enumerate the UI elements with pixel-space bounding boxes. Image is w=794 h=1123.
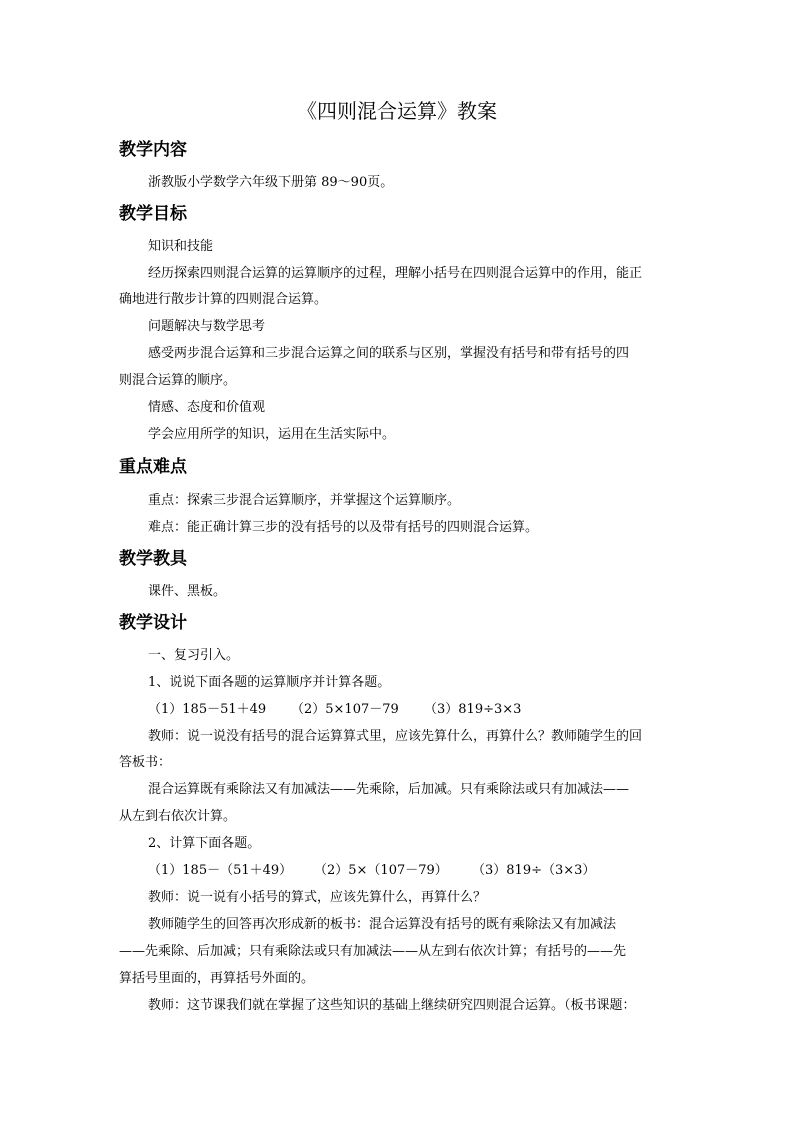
section-heading-tools: 教学教具 bbox=[119, 549, 187, 569]
goals-subheading-knowledge: 知识和技能 bbox=[148, 239, 214, 254]
exercise-2-a: （1）185－（51＋49） bbox=[148, 863, 293, 878]
design-step-1: 一、复习引入。 bbox=[148, 648, 240, 663]
board-note-1-line-1: 混合运算既有乘除法又有加减法——先乘除，后加减。只有乘除法或只有加减法—— bbox=[148, 782, 630, 797]
section-heading-design: 教学设计 bbox=[119, 613, 187, 633]
exercise-1-a: （1）185－51＋49 bbox=[148, 702, 267, 717]
difficult-point-line: 难点：能正确计算三步的没有括号的以及带有括号的四则混合运算。 bbox=[148, 520, 539, 535]
design-question-1: 1、说说下面各题的运算顺序并计算各题。 bbox=[148, 675, 391, 690]
exercise-1-c: （3）819÷3×3 bbox=[424, 702, 522, 717]
goals-paragraph-3: 学会应用所学的知识，运用在生活实际中。 bbox=[148, 427, 396, 442]
key-point-line: 重点：探索三步混合运算顺序，并掌握这个运算顺序。 bbox=[148, 493, 461, 508]
section-heading-goals: 教学目标 bbox=[119, 204, 187, 224]
teacher-prompt-3: 教师：这节课我们就在掌握了这些知识的基础上继续研究四则混合运算。（板书课题： bbox=[148, 998, 636, 1013]
teacher-prompt-1-line-1: 教师：说一说没有括号的混合运算算式里，应该先算什么，再算什么？教师随学生的回 bbox=[148, 729, 643, 744]
content-text: 浙教版小学数学六年级下册第 89～90页。 bbox=[148, 175, 394, 190]
goals-paragraph-2-line-2: 则混合运算的顺序。 bbox=[119, 373, 237, 388]
goals-paragraph-1-line-1: 经历探索四则混合运算的运算顺序的过程，理解小括号在四则混合运算中的作用，能正 bbox=[148, 266, 643, 281]
exercise-2-b: （2）5×（107－79） bbox=[314, 863, 448, 878]
board-note-2-line-1: 教师随学生的回答再次形成新的板书：混合运算没有括号的既有乘除法又有加减法 bbox=[148, 917, 617, 932]
board-note-1-line-2: 从左到右依次计算。 bbox=[119, 809, 237, 824]
section-heading-key-points: 重点难点 bbox=[119, 457, 187, 477]
section-heading-content: 教学内容 bbox=[119, 140, 187, 160]
goals-paragraph-2-line-1: 感受两步混合运算和三步混合运算之间的联系与区别，掌握没有括号和带有括号的四 bbox=[148, 346, 630, 361]
tools-text: 课件、黑板。 bbox=[148, 584, 227, 599]
exercise-2-c: （3）819÷（3×3） bbox=[472, 863, 596, 878]
board-note-2-line-3: 算括号里面的，再算括号外面的。 bbox=[119, 971, 315, 986]
goals-subheading-attitude: 情感、态度和价值观 bbox=[148, 400, 266, 415]
teacher-prompt-1-line-2: 答板书： bbox=[119, 755, 172, 770]
board-note-2-line-2: ——先乘除、后加减；只有乘除法或只有加减法——从左到右依次计算；有括号的——先 bbox=[119, 944, 627, 959]
goals-paragraph-1-line-2: 确地进行散步计算的四则混合运算。 bbox=[119, 292, 328, 307]
design-question-2: 2、计算下面各题。 bbox=[148, 836, 261, 851]
goals-subheading-problem-solving: 问题解决与数学思考 bbox=[148, 319, 266, 334]
teacher-prompt-2: 教师：说一说有小括号的算式，应该先算什么，再算什么？ bbox=[148, 890, 487, 905]
document-title: 《四则混合运算》教案 bbox=[297, 99, 497, 123]
exercise-1-b: （2）5×107－79 bbox=[291, 702, 399, 717]
